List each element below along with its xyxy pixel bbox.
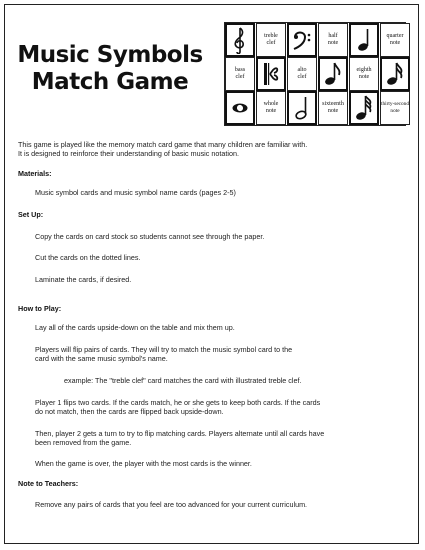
card-sixteenth-note-symbol (380, 57, 410, 91)
quarter-note-icon (356, 27, 372, 53)
card-label: eighth note (356, 67, 372, 80)
setup-step-2: Cut the cards on the dotted lines. (35, 253, 141, 262)
bass-clef-icon (292, 29, 312, 51)
how-to-play-step-2-line-1: Players will flip pairs of cards. They will try to match the music symbol card to the (35, 345, 293, 354)
card-alto-clef-name (287, 57, 317, 91)
intro-line-2: It is designed to reinforce their understanding of basic music notation. (18, 149, 239, 158)
card-eighth-note-symbol (318, 57, 348, 91)
card-label: bass clef (234, 67, 246, 80)
how-to-play-step-4-line-2: been removed from the game. (35, 438, 132, 447)
alto-clef-icon (262, 61, 280, 87)
setup-step-3: Laminate the cards, if desired. (35, 275, 132, 284)
setup-heading: Set Up: (18, 210, 44, 219)
whole-note-icon (231, 102, 249, 114)
how-to-play-step-2-line-2: card with the same music symbol's name. (35, 354, 168, 363)
card-label: alto clef (297, 67, 307, 80)
title-line-1: Music Symbols (17, 42, 203, 68)
card-sixteenth-note-name (318, 91, 348, 125)
note-to-teachers-heading: Note to Teachers: (18, 479, 79, 488)
card-whole-note-symbol (225, 91, 255, 125)
card-half-note-symbol (287, 91, 317, 125)
card-label: whole note (263, 101, 279, 114)
how-to-play-step-5: When the game is over, the player with the most cards is the winner. (35, 459, 252, 468)
card-treble-clef-symbol (225, 23, 255, 57)
card-label: thirty-second note (381, 101, 409, 114)
how-to-play-step-1: Lay all of the cards upside-down on the table and mix them up. (35, 323, 235, 332)
note-to-teachers-text: Remove any pairs of cards that you feel are too advanced for your current curriculum. (35, 500, 308, 509)
materials-text: Music symbol cards and music symbol name cards (pages 2-5) (35, 188, 236, 197)
page-title (12, 42, 208, 96)
card-treble-clef-name (256, 23, 286, 57)
card-thirty-second-note-name (380, 91, 410, 125)
thirty-second-note-icon (355, 94, 373, 122)
card-eighth-note-name (349, 57, 379, 91)
setup-step-1: Copy the cards on card stock so students cannot see through the paper. (35, 232, 265, 241)
eighth-note-icon (324, 61, 342, 87)
how-to-play-step-3-line-2: do not match, then the cards are flipped back upside-down. (35, 407, 224, 416)
title-line-2: Match Game (31, 69, 189, 95)
card-half-note-name (318, 23, 348, 57)
how-to-play-step-3-line-1: Player 1 flips two cards. If the cards match, he or she gets to keep both cards. If the cards (35, 398, 321, 407)
how-to-play-example: example: The "treble clef" card matches the card with illustrated treble clef. (64, 376, 302, 385)
card-bass-clef-symbol (287, 23, 317, 57)
how-to-play-step-4-line-1: Then, player 2 gets a turn to try to flip matching cards. Players alternate until all cards have (35, 429, 325, 438)
card-thirty-second-note-symbol (349, 91, 379, 125)
half-note-icon (294, 95, 310, 121)
card-sample-grid (224, 22, 409, 126)
sixteenth-note-icon (386, 61, 404, 87)
how-to-play-heading: How to Play: (18, 304, 62, 313)
intro-line-1: This game is played like the memory match card game that many children are familiar with. (18, 140, 308, 149)
card-label: sixteenth note (322, 101, 344, 114)
card-alto-clef-symbol (256, 57, 286, 91)
materials-heading: Materials: (18, 169, 52, 178)
card-label: quarter note (386, 33, 404, 46)
card-label: half note (327, 33, 339, 46)
card-whole-note-name (256, 91, 286, 125)
treble-clef-icon (231, 26, 249, 54)
card-bass-clef-name (225, 57, 255, 91)
card-label: treble clef (264, 33, 278, 46)
card-quarter-note-symbol (349, 23, 379, 57)
card-quarter-note-name (380, 23, 410, 57)
